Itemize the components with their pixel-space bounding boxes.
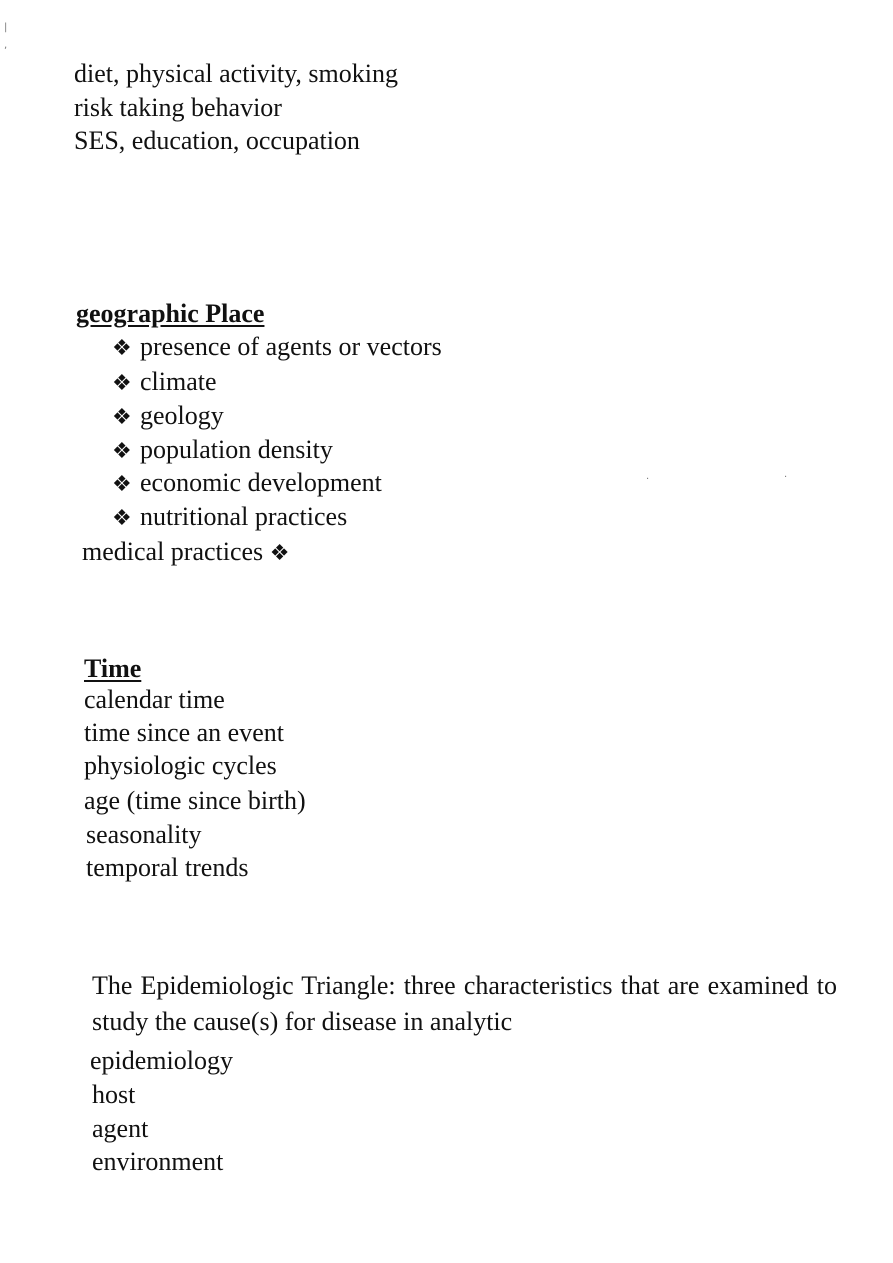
time-item: age (time since birth) xyxy=(84,786,306,815)
time-item: seasonality xyxy=(86,820,202,849)
scan-dot: · xyxy=(784,472,788,483)
diamond-bullet-icon: ❖ xyxy=(112,439,132,464)
place-last-item-text: medical practices xyxy=(82,537,264,566)
list-item xyxy=(112,366,217,400)
diamond-bullet-icon: ❖ xyxy=(112,506,132,531)
time-heading: Time xyxy=(84,654,142,683)
list-item xyxy=(82,536,289,570)
place-bullet-text: population density xyxy=(140,435,333,464)
list-item xyxy=(112,467,382,501)
triangle-item: epidemiology xyxy=(90,1046,233,1075)
place-heading: geographic Place xyxy=(76,299,265,328)
time-item: calendar time xyxy=(84,685,225,714)
intro-line: SES, education, occupation xyxy=(74,126,360,155)
scan-mark: , xyxy=(4,40,8,51)
list-item xyxy=(112,331,442,365)
diamond-bullet-icon: ❖ xyxy=(112,371,132,396)
diamond-bullet-icon: ❖ xyxy=(112,405,132,430)
intro-line: risk taking behavior xyxy=(74,93,282,122)
place-bullet-text: presence of agents or vectors xyxy=(140,332,442,361)
place-bullet-text: nutritional practices xyxy=(140,502,348,531)
scan-mark: | xyxy=(4,22,8,33)
diamond-bullet-icon: ❖ xyxy=(112,336,132,361)
scan-dot: · xyxy=(646,474,650,485)
triangle-definition: The Epidemiologic Triangle: three characteristics that are examined to study the cause(s) for disease in analytic xyxy=(92,971,837,1036)
triangle-item: host xyxy=(92,1080,136,1109)
place-bullet-text: climate xyxy=(140,367,217,396)
list-item xyxy=(112,400,224,434)
diamond-bullet-icon: ❖ xyxy=(269,541,290,566)
time-item: temporal trends xyxy=(86,853,249,882)
place-bullet-text: economic development xyxy=(140,468,382,497)
triangle-item: agent xyxy=(92,1114,149,1143)
diamond-bullet-icon: ❖ xyxy=(112,472,132,497)
time-item: time since an event xyxy=(84,718,284,747)
triangle-item: environment xyxy=(92,1147,224,1176)
list-item xyxy=(112,434,333,468)
place-bullet-text: geology xyxy=(140,401,224,430)
list-item xyxy=(112,501,347,535)
intro-line: diet, physical activity, smoking xyxy=(74,59,398,88)
time-item: physiologic cycles xyxy=(84,751,277,780)
